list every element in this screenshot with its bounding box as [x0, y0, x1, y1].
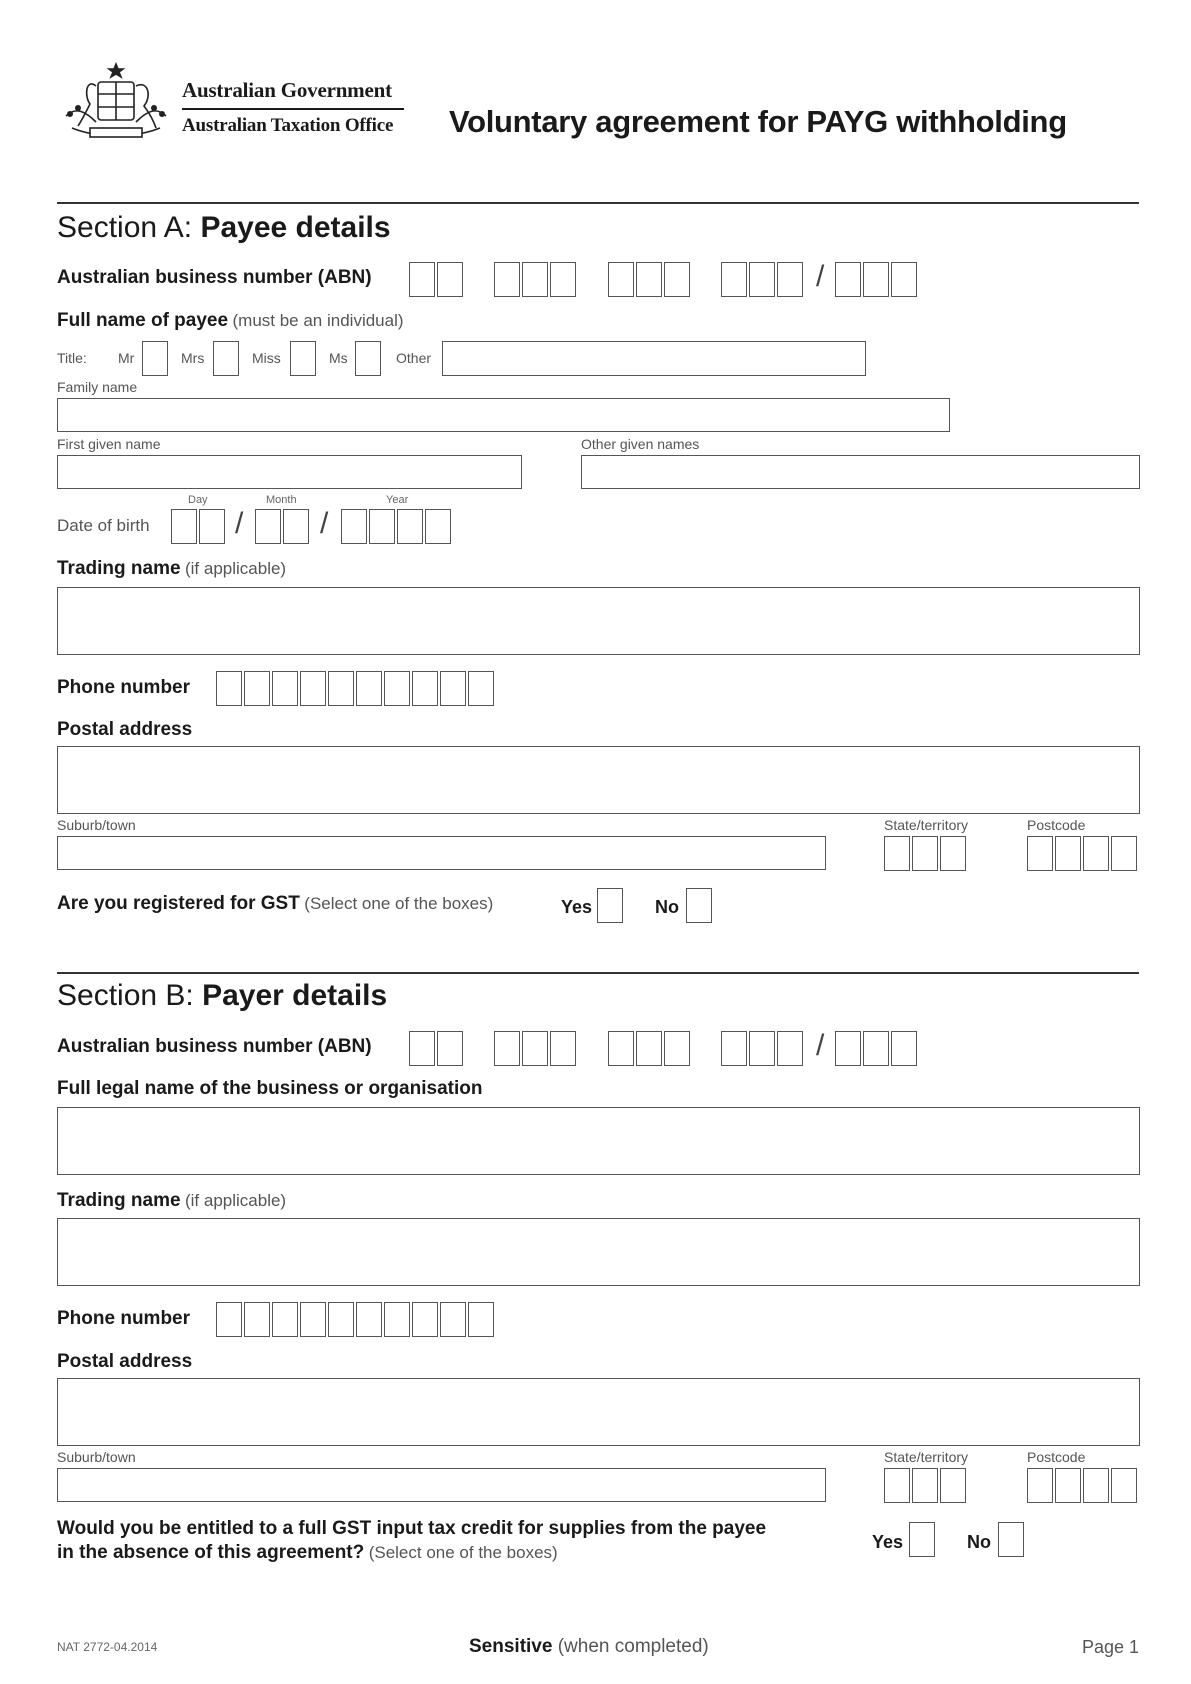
payee-phone-boxes[interactable]: [216, 671, 496, 706]
section-b-title: Payer details: [202, 979, 388, 1012]
payer-gst-yes-label: Yes: [872, 1532, 904, 1552]
payer-phone-boxes[interactable]: [216, 1302, 496, 1337]
payee-state-label: State/territory: [884, 817, 969, 833]
payee-abn-label: Australian business number (ABN): [57, 267, 372, 288]
dob-year-boxes[interactable]: [341, 509, 453, 544]
section-b-heading: [57, 979, 387, 1013]
payee-trading-name-label: Trading name: [57, 558, 181, 579]
payer-suburb-field[interactable]: [57, 1468, 826, 1502]
payee-gst-yes-checkbox[interactable]: [597, 888, 623, 923]
government-name: Australian Government: [182, 78, 392, 102]
payee-abn-group-4[interactable]: [721, 262, 805, 297]
payer-postcode-boxes[interactable]: [1027, 1468, 1139, 1503]
payee-suburb-label: Suburb/town: [57, 817, 136, 833]
title-mr-checkbox[interactable]: [142, 341, 168, 376]
payer-trading-name-heading: [57, 1190, 286, 1212]
payer-trading-name-field[interactable]: [57, 1218, 1140, 1286]
payee-gst-hint: (Select one of the boxes): [304, 894, 494, 913]
dob-month-label: Month: [266, 494, 297, 506]
dob-day-boxes[interactable]: [171, 509, 227, 544]
section-a-heading: [57, 211, 391, 245]
payee-abn-group-2[interactable]: [494, 262, 578, 297]
payer-gst-question-line1: Would you be entitled to a full GST input tax credit for supplies from the payee: [57, 1518, 767, 1539]
dob-label: Date of birth: [57, 516, 150, 535]
title-other-field[interactable]: [442, 341, 866, 376]
logo-divider: [182, 108, 404, 110]
payer-trading-name-label: Trading name: [57, 1190, 181, 1211]
payee-state-boxes[interactable]: [884, 836, 968, 871]
title-ms-checkbox[interactable]: [355, 341, 381, 376]
payee-postcode-boxes[interactable]: [1027, 836, 1139, 871]
payer-legal-name-field[interactable]: [57, 1107, 1140, 1175]
dob-year-label: Year: [386, 494, 409, 506]
payee-gst-no-checkbox[interactable]: [686, 888, 712, 923]
section-b-rule: [57, 972, 1139, 974]
payee-abn-group-3[interactable]: [608, 262, 692, 297]
payee-full-name-heading: [57, 310, 404, 332]
payee-suburb-field[interactable]: [57, 836, 826, 870]
payee-abn-group-1[interactable]: [409, 262, 465, 297]
payee-phone-label: Phone number: [57, 677, 191, 698]
title-miss-label: Miss: [252, 350, 281, 366]
payer-gst-yes-checkbox[interactable]: [909, 1522, 935, 1557]
payee-gst-question-text: Are you registered for GST: [57, 893, 300, 914]
section-b-prefix: Section B:: [57, 979, 194, 1012]
title-mr-label: Mr: [118, 350, 135, 366]
other-given-names-label: Other given names: [581, 436, 700, 452]
payer-abn-group-1[interactable]: [409, 1031, 465, 1066]
payer-postal-label: Postal address: [57, 1351, 193, 1372]
title-other-label: Other: [396, 350, 432, 366]
title-miss-checkbox[interactable]: [290, 341, 316, 376]
payee-trading-name-field[interactable]: [57, 587, 1140, 655]
page-number: Page 1: [1082, 1637, 1140, 1657]
sensitivity-hint: (when completed): [557, 1636, 709, 1657]
payer-gst-question-line2: in the absence of this agreement?: [57, 1542, 365, 1563]
payer-abn-slash: /: [816, 1029, 825, 1062]
payer-gst-no-checkbox[interactable]: [998, 1522, 1024, 1557]
payer-postcode-label: Postcode: [1027, 1449, 1086, 1465]
payer-abn-group-5[interactable]: [835, 1031, 919, 1066]
section-a-prefix: Section A:: [57, 211, 193, 244]
payee-trading-name-heading: [57, 558, 286, 580]
dob-month-boxes[interactable]: [255, 509, 311, 544]
payee-gst-no-label: No: [655, 897, 679, 917]
section-a-rule: [57, 202, 1139, 204]
title-label: Title:: [57, 350, 87, 366]
payee-postal-field[interactable]: [57, 746, 1140, 814]
title-mrs-label: Mrs: [181, 350, 205, 366]
first-given-name-field[interactable]: [57, 455, 522, 489]
family-name-field[interactable]: [57, 398, 950, 432]
dob-slash-1: /: [235, 507, 244, 540]
document-title: Voluntary agreement for PAYG withholding: [449, 104, 1067, 139]
coat-of-arms-logo: [56, 56, 176, 142]
payee-abn-slash: /: [816, 260, 825, 293]
first-given-name-label: First given name: [57, 436, 161, 452]
payer-phone-label: Phone number: [57, 1308, 191, 1329]
payer-gst-hint: (Select one of the boxes): [368, 1543, 558, 1562]
payer-suburb-label: Suburb/town: [57, 1449, 136, 1465]
payer-gst-no-label: No: [967, 1532, 991, 1552]
payee-abn-group-5[interactable]: [835, 262, 919, 297]
dob-day-label: Day: [188, 494, 208, 506]
sensitivity-notice: [469, 1636, 709, 1658]
agency-name: Australian Taxation Office: [182, 115, 394, 136]
payer-legal-name-label: Full legal name of the business or organisation: [57, 1078, 483, 1099]
payee-full-name-hint: (must be an individual): [232, 311, 404, 330]
payee-gst-question: [57, 893, 493, 915]
sensitivity-label: Sensitive: [469, 1636, 553, 1657]
payer-abn-label: Australian business number (ABN): [57, 1036, 372, 1057]
payer-abn-group-4[interactable]: [721, 1031, 805, 1066]
title-mrs-checkbox[interactable]: [213, 341, 239, 376]
payer-postal-field[interactable]: [57, 1378, 1140, 1446]
payee-full-name-label: Full name of payee: [57, 310, 229, 331]
payer-abn-group-3[interactable]: [608, 1031, 692, 1066]
payee-trading-name-hint: (if applicable): [184, 559, 287, 578]
payee-postal-label: Postal address: [57, 719, 193, 740]
payee-postcode-label: Postcode: [1027, 817, 1086, 833]
section-a-title: Payee details: [200, 211, 391, 244]
form-code: NAT 2772-04.2014: [57, 1640, 158, 1654]
other-given-names-field[interactable]: [581, 455, 1140, 489]
payer-state-boxes[interactable]: [884, 1468, 968, 1503]
family-name-label: Family name: [57, 379, 138, 395]
payer-state-label: State/territory: [884, 1449, 969, 1465]
payer-trading-name-hint: (if applicable): [184, 1191, 287, 1210]
payer-abn-group-2[interactable]: [494, 1031, 578, 1066]
payer-gst-question-line2-wrap: [57, 1542, 558, 1564]
dob-slash-2: /: [320, 507, 329, 540]
payee-gst-yes-label: Yes: [561, 897, 593, 917]
title-ms-label: Ms: [329, 350, 348, 366]
